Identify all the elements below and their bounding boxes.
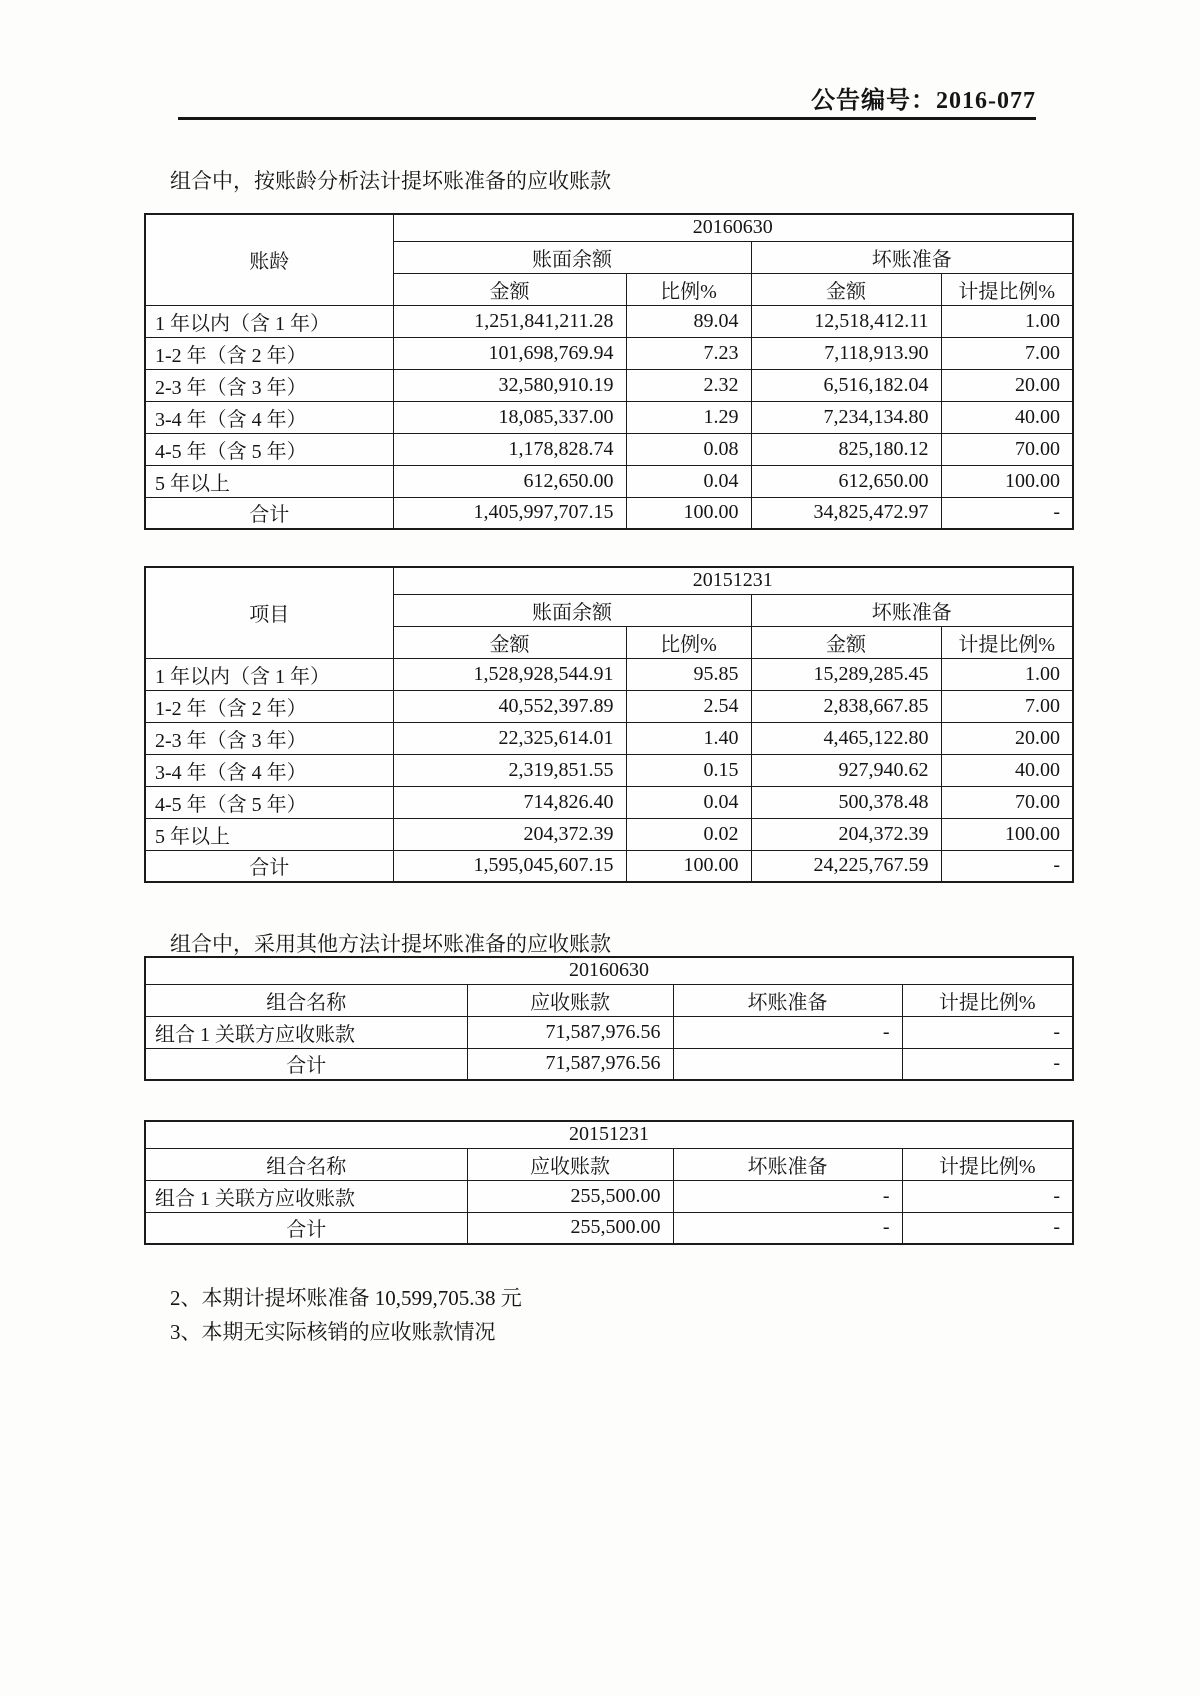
amount-cell: 1,178,828.74 [393,433,626,465]
row-label-cell: 5 年以上 [145,465,393,497]
period-cell: 20160630 [393,214,1073,241]
table-total-row [145,850,1073,882]
provision-ratio-cell: 70.00 [941,786,1073,818]
provision-cell: 2,838,667.85 [751,690,941,722]
provision-cell: - [673,1212,902,1244]
table-row [145,690,1073,722]
col-header-cell: 计提比例% [941,626,1073,658]
col-header-cell: 金额 [393,273,626,305]
provision-ratio-cell: 1.00 [941,305,1073,337]
provision-cell: 500,378.48 [751,786,941,818]
ratio-cell: 0.15 [626,754,751,786]
ratio-cell: 0.08 [626,433,751,465]
table-total-row [145,1048,1073,1080]
receivable-cell: 71,587,976.56 [467,1016,673,1048]
group-header-cell: 账面余额 [393,241,751,273]
provision-cell: 825,180.12 [751,433,941,465]
col-header-cell: 金额 [393,626,626,658]
table-header-row [145,984,1073,1016]
other-table-20160630 [144,956,1074,1081]
table-row [145,818,1073,850]
provision-cell: 7,234,134.80 [751,401,941,433]
provision-ratio-cell: 7.00 [941,337,1073,369]
col-header-cell: 金额 [751,626,941,658]
note-no-writeoff: 3、本期无实际核销的应收账款情况 [170,1320,496,1344]
provision-ratio-cell: - [902,1212,1073,1244]
ratio-cell: 0.04 [626,786,751,818]
ratio-cell: 2.54 [626,690,751,722]
row-label-cell: 2-3 年（含 3 年） [145,369,393,401]
amount-cell: 1,405,997,707.15 [393,497,626,529]
period-cell: 20151231 [145,1121,1073,1148]
table-row [145,401,1073,433]
amount-cell: 101,698,769.94 [393,337,626,369]
provision-cell: 24,225,767.59 [751,850,941,882]
provision-ratio-cell: 70.00 [941,433,1073,465]
provision-cell: 927,940.62 [751,754,941,786]
provision-ratio-cell: 40.00 [941,754,1073,786]
provision-cell: 12,518,412.11 [751,305,941,337]
provision-cell: - [673,1180,902,1212]
col-header-cell: 坏账准备 [673,1148,902,1180]
table-row [145,433,1073,465]
table-row [145,465,1073,497]
col-header-cell: 计提比例% [941,273,1073,305]
table-row [145,754,1073,786]
row-label-cell: 1-2 年（含 2 年） [145,690,393,722]
table-total-row [145,497,1073,529]
provision-cell: 6,516,182.04 [751,369,941,401]
provision-cell: 612,650.00 [751,465,941,497]
total-label-cell: 合计 [145,1048,467,1080]
total-label-cell: 合计 [145,850,393,882]
ratio-cell: 2.32 [626,369,751,401]
provision-ratio-cell: 20.00 [941,369,1073,401]
provision-cell: 4,465,122.80 [751,722,941,754]
total-label-cell: 合计 [145,1212,467,1244]
table-row [145,786,1073,818]
period-cell: 20160630 [145,957,1073,984]
row-label-cell: 2-3 年（含 3 年） [145,722,393,754]
amount-cell: 32,580,910.19 [393,369,626,401]
col-header-cell: 应收账款 [467,1148,673,1180]
row-label-cell: 1-2 年（含 2 年） [145,337,393,369]
row-label-cell: 4-5 年（含 5 年） [145,433,393,465]
receivable-cell: 71,587,976.56 [467,1048,673,1080]
table-header-row [145,214,1073,241]
amount-cell: 1,251,841,211.28 [393,305,626,337]
row-label-cell: 3-4 年（含 4 年） [145,401,393,433]
provision-cell: 34,825,472.97 [751,497,941,529]
row-label-cell: 组合 1 关联方应收账款 [145,1180,467,1212]
group-header-cell: 账面余额 [393,594,751,626]
period-cell: 20151231 [393,567,1073,594]
col-header-cell: 比例% [626,626,751,658]
announcement-number: 公告编号：2016-077 [811,88,1036,114]
col-header-cell: 计提比例% [902,1148,1073,1180]
col-header-cell: 金额 [751,273,941,305]
provision-ratio-cell: 100.00 [941,818,1073,850]
receivable-cell: 255,500.00 [467,1180,673,1212]
amount-cell: 22,325,614.01 [393,722,626,754]
total-label-cell: 合计 [145,497,393,529]
table-row [145,1180,1073,1212]
provision-cell: 204,372.39 [751,818,941,850]
provision-cell: 7,118,913.90 [751,337,941,369]
ratio-cell: 0.02 [626,818,751,850]
note-current-provision: 2、本期计提坏账准备 10,599,705.38 元 [170,1286,522,1310]
table-row [145,658,1073,690]
table-header-row [145,1148,1073,1180]
section-other-title: 组合中，采用其他方法计提坏账准备的应收账款 [170,932,611,956]
ratio-cell: 100.00 [626,850,751,882]
provision-cell: - [673,1016,902,1048]
row-header-label: 项目 [145,567,393,658]
table-row [145,369,1073,401]
table-row [145,1016,1073,1048]
aging-table-20160630 [144,213,1074,530]
col-header-cell: 计提比例% [902,984,1073,1016]
row-label-cell: 组合 1 关联方应收账款 [145,1016,467,1048]
table-header-row [145,957,1073,984]
section-aging-title: 组合中，按账龄分析法计提坏账准备的应收账款 [170,169,611,193]
ratio-cell: 100.00 [626,497,751,529]
row-label-cell: 5 年以上 [145,818,393,850]
ratio-cell: 95.85 [626,658,751,690]
col-header-cell: 应收账款 [467,984,673,1016]
col-header-cell: 比例% [626,273,751,305]
amount-cell: 18,085,337.00 [393,401,626,433]
provision-ratio-cell: 7.00 [941,690,1073,722]
aging-table-20151231 [144,566,1074,883]
col-header-cell: 组合名称 [145,984,467,1016]
amount-cell: 1,595,045,607.15 [393,850,626,882]
row-label-cell: 1 年以内（含 1 年） [145,658,393,690]
provision-ratio-cell: 100.00 [941,465,1073,497]
table-row [145,722,1073,754]
amount-cell: 204,372.39 [393,818,626,850]
provision-ratio-cell: - [941,497,1073,529]
group-header-cell: 坏账准备 [751,594,1073,626]
receivable-cell: 255,500.00 [467,1212,673,1244]
amount-cell: 612,650.00 [393,465,626,497]
amount-cell: 1,528,928,544.91 [393,658,626,690]
table-row [145,337,1073,369]
ratio-cell: 89.04 [626,305,751,337]
provision-ratio-cell: - [902,1048,1073,1080]
provision-ratio-cell: - [941,850,1073,882]
row-label-cell: 4-5 年（含 5 年） [145,786,393,818]
provision-ratio-cell: 1.00 [941,658,1073,690]
col-header-cell: 组合名称 [145,1148,467,1180]
provision-ratio-cell: - [902,1180,1073,1212]
provision-ratio-cell: - [902,1016,1073,1048]
amount-cell: 714,826.40 [393,786,626,818]
row-header-label: 账龄 [145,214,393,305]
amount-cell: 2,319,851.55 [393,754,626,786]
ratio-cell: 0.04 [626,465,751,497]
group-header-cell: 坏账准备 [751,241,1073,273]
header-rule [178,117,1036,120]
table-total-row [145,1212,1073,1244]
row-label-cell: 1 年以内（含 1 年） [145,305,393,337]
ratio-cell: 1.29 [626,401,751,433]
col-header-cell: 坏账准备 [673,984,902,1016]
row-label-cell: 3-4 年（含 4 年） [145,754,393,786]
table-row [145,305,1073,337]
provision-ratio-cell: 40.00 [941,401,1073,433]
provision-ratio-cell: 20.00 [941,722,1073,754]
amount-cell: 40,552,397.89 [393,690,626,722]
table-header-row [145,1121,1073,1148]
ratio-cell: 1.40 [626,722,751,754]
provision-cell: 15,289,285.45 [751,658,941,690]
table-header-row [145,567,1073,594]
other-table-20151231 [144,1120,1074,1245]
ratio-cell: 7.23 [626,337,751,369]
provision-cell [673,1048,902,1080]
